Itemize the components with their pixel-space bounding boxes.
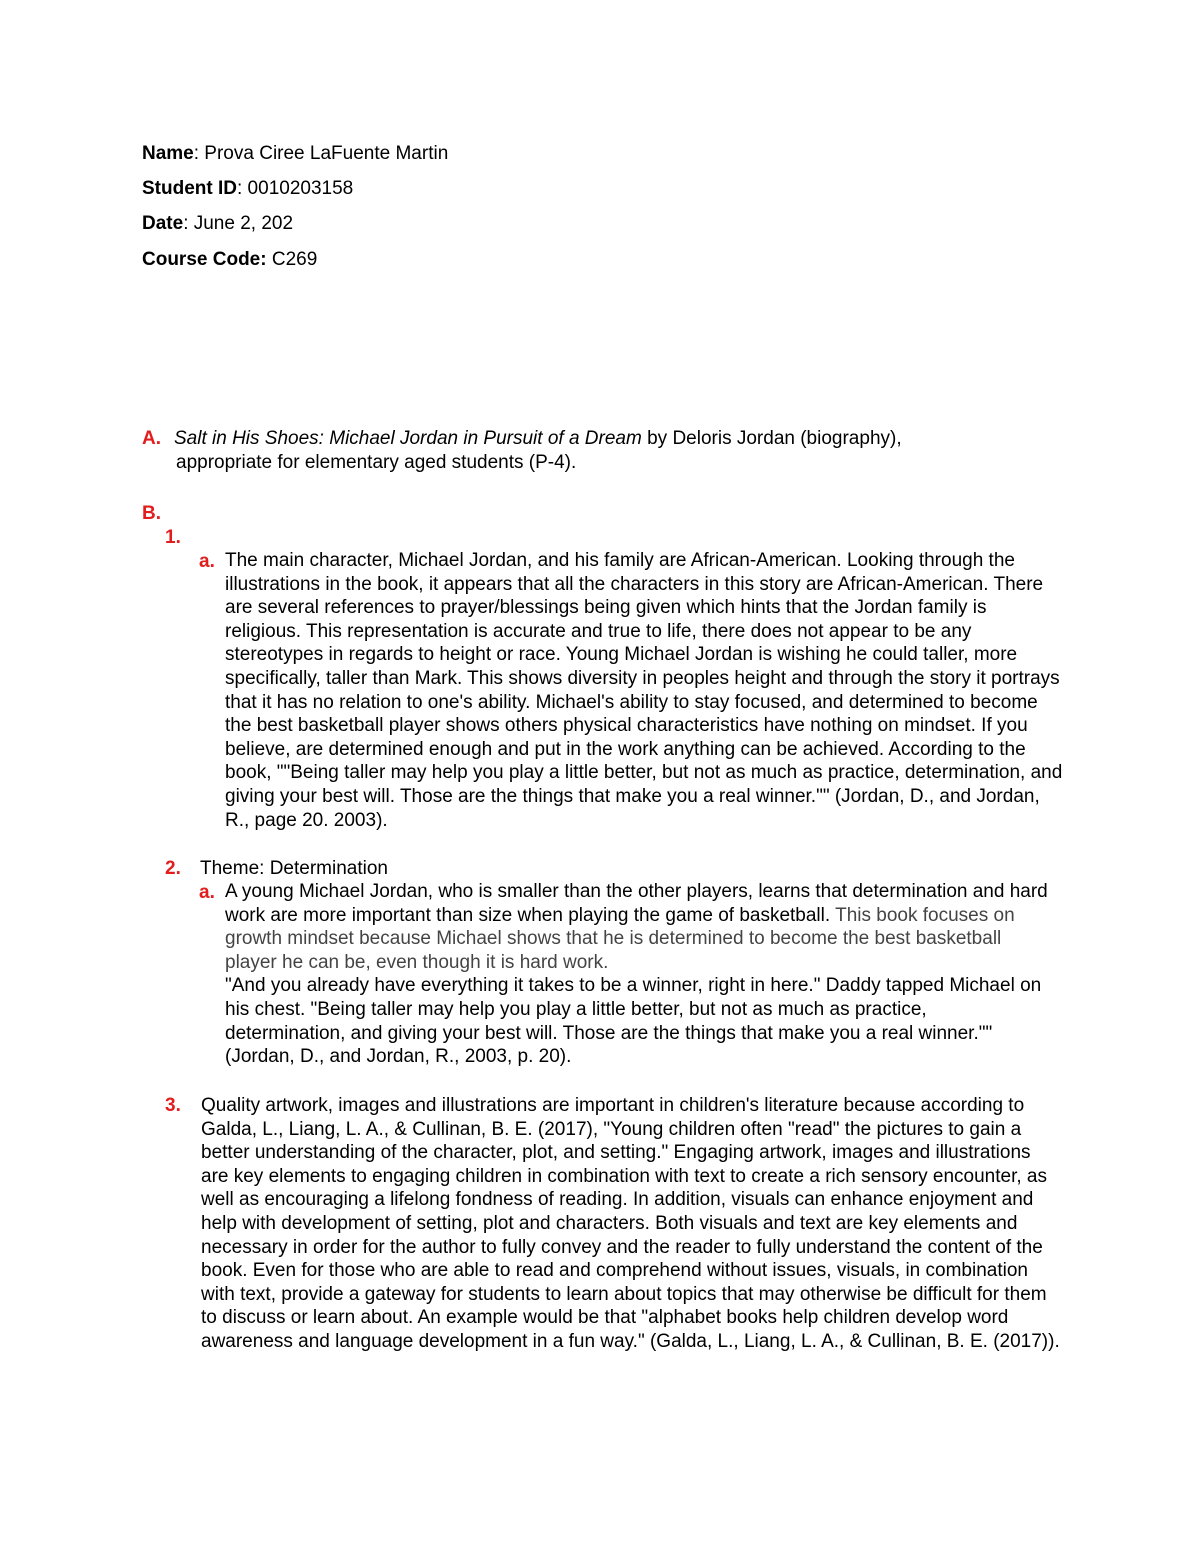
student-id-value: : 0010203158: [237, 178, 354, 199]
date-value: : June 2, 202: [183, 213, 294, 234]
item-1a-marker: a.: [199, 551, 215, 572]
date-field: [142, 212, 293, 236]
student-id-field: [142, 177, 353, 201]
course-code-field: [142, 248, 317, 272]
item-2a-text: [225, 880, 1050, 1069]
item-2-heading: Theme: Determination: [200, 858, 388, 879]
book-title: Salt in His Shoes: Michael Jordan in Pursuit of a Dream: [174, 428, 642, 449]
name-value: : Prova Ciree LaFuente Martin: [193, 143, 449, 164]
item-3-marker: 3.: [165, 1095, 181, 1116]
section-a-marker: A.: [142, 428, 161, 449]
item-1-marker: 1.: [165, 527, 181, 548]
item-3-text: Quality artwork, images and illustrations are important in children's literature because according to Galda, L., Liang, L. A., & Cullinan, B. E. (2017), "Young children often "read" the pictures to gain a better understanding of the character, plot, and setting." Engaging artwork, images and illustrations are key elements to engaging children in combination with text to create a rich sensory encounter, as well as encouraging a lifelong fondness of reading. In addition, visuals can enhance enjoyment and help with development of setting, plot and characters. Both visuals and text are key elements and necessary in order for the author to fully convey and the reader to fully understand the content of the book. Even for those who are able to read and comprehend without issues, visuals, in combination with text, provide a gateway for students to learn about topics that may otherwise be difficult for them to discuss or learn about. An example would be that "alphabet books help children develop word awareness and language development in a fun way." (Galda, L., Liang, L. A., & Cullinan, B. E. (2017)).: [201, 1095, 1060, 1352]
item-2a-quote: "And you already have everything it takes to be a winner, right in here." Daddy tapped Michael on his chest. "Being taller may help you play a little better, but not as much as practice, determination, and giving your best will. Those are the things that make you a real winner."" (Jordan, D., and Jordan, R., 2003, p. 20).: [225, 975, 1042, 1068]
item-2a-marker: a.: [199, 882, 215, 903]
item-2a-part1: A young Michael Jordan, who is smaller than the other players, learns that determination and hard work are more important than size when playing the game of basketball.: [225, 881, 1048, 926]
course-code-value: C269: [266, 249, 318, 270]
course-code-label: Course Code:: [142, 249, 267, 270]
item-2-marker: 2.: [165, 858, 181, 879]
name-label: Name: [142, 143, 194, 164]
date-label: Date: [142, 213, 184, 234]
student-id-label: Student ID: [142, 178, 237, 199]
section-a-line2: appropriate for elementary aged students (P-4).: [176, 452, 577, 473]
section-a-line1: [174, 427, 902, 451]
section-a-rest: by Deloris Jordan (biography),: [641, 428, 902, 449]
name-field: [142, 142, 448, 166]
section-b-marker: B.: [142, 503, 161, 524]
item-2a-part2: This book focuses on growth mindset because Michael shows that he is determined to become the best basketball player he can be, even though it is hard work.: [225, 904, 1015, 973]
item-1a-text: The main character, Michael Jordan, and his family are African-American. Looking through the illustrations in the book, it appears that all the characters in this story are African-American. There are several references to prayer/blessings being given which hints that the Jordan family is religious. This representation is accurate and true to life, there does not appear to be any stereotypes in regards to height or race. Young Michael Jordan is wishing he could taller, more specifically, taller than Mark. This shows diversity in peoples height and through the story it portrays that it has no relation to one's ability. Michael's ability to stay focused, and determined to become the best basketball player shows others physical characteristics have nothing on mindset. If you believe, are determined enough and put in the work anything can be achieved. According to the book, ""Being taller may help you play a little better, but not as much as practice, determination, and giving your best will. Those are the things that make you a real winner."" (Jordan, D., and Jordan, R., page 20. 2003).: [225, 550, 1063, 831]
